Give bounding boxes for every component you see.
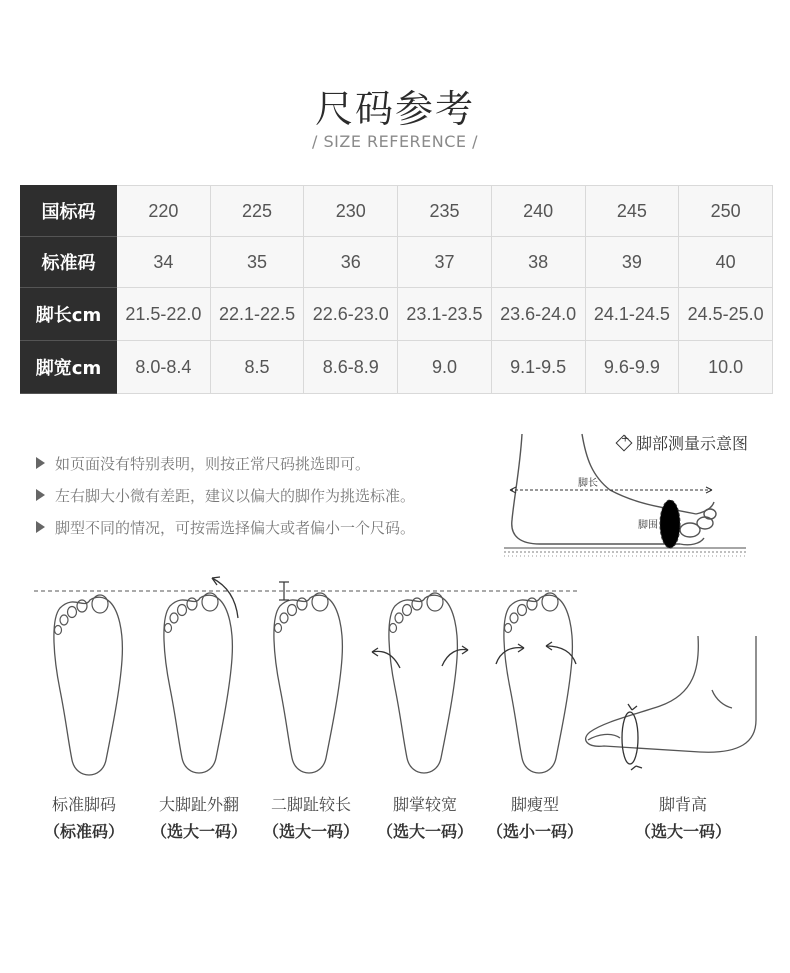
table-row bbox=[21, 186, 773, 237]
tip-text: 左右脚大小微有差距，建议以偏大的脚作为挑选标准。 bbox=[55, 486, 416, 505]
foot-type-narrow bbox=[480, 791, 590, 845]
length-label: 脚长 bbox=[578, 478, 598, 489]
table-cell: 37 bbox=[398, 237, 492, 288]
diagram-title-text: 脚部测量示意图 bbox=[636, 434, 749, 453]
tip-item bbox=[36, 483, 415, 507]
row-header: 国标码 bbox=[21, 186, 117, 237]
table-cell: 22.1-22.5 bbox=[210, 288, 304, 341]
foot-type-wide bbox=[370, 791, 480, 845]
table-cell: 24.5-25.0 bbox=[679, 288, 773, 341]
table-cell: 23.1-23.5 bbox=[398, 288, 492, 341]
table-cell: 39 bbox=[585, 237, 679, 288]
foot-type-name: 标准脚码 bbox=[51, 795, 116, 814]
foot-long-second-toe-icon bbox=[274, 593, 342, 773]
foot-type-advice: （选大一码） bbox=[376, 822, 473, 841]
foot-type-high-instep bbox=[628, 791, 738, 845]
foot-types-illustration bbox=[0, 560, 790, 790]
table-cell: 240 bbox=[491, 186, 585, 237]
table-cell: 36 bbox=[304, 237, 398, 288]
foot-standard-icon bbox=[54, 595, 122, 775]
triangle-bullet-icon bbox=[36, 489, 45, 501]
foot-type-advice: （选大一码） bbox=[634, 822, 731, 841]
tip-item bbox=[36, 515, 415, 539]
table-row bbox=[21, 288, 773, 341]
foot-type-name: 二脚趾较长 bbox=[270, 795, 351, 814]
foot-type-standard bbox=[29, 791, 139, 845]
table-row bbox=[21, 237, 773, 288]
table-cell: 34 bbox=[117, 237, 211, 288]
foot-type-name: 脚瘦型 bbox=[510, 795, 559, 814]
table-cell: 235 bbox=[398, 186, 492, 237]
table-cell: 23.6-24.0 bbox=[491, 288, 585, 341]
tip-text: 如页面没有特别表明，则按正常尺码挑选即可。 bbox=[55, 454, 371, 473]
size-table bbox=[20, 185, 773, 394]
row-header: 脚长cm bbox=[21, 288, 117, 341]
triangle-bullet-icon bbox=[36, 521, 45, 533]
foot-type-name: 脚掌较宽 bbox=[392, 795, 457, 814]
table-cell: 35 bbox=[210, 237, 304, 288]
tips-list bbox=[36, 451, 415, 547]
table-cell: 9.6-9.9 bbox=[585, 341, 679, 394]
foot-type-name: 脚背高 bbox=[658, 795, 707, 814]
table-cell: 220 bbox=[117, 186, 211, 237]
girth-label: 脚围 bbox=[638, 520, 658, 531]
row-header: 脚宽cm bbox=[21, 341, 117, 394]
table-cell: 8.0-8.4 bbox=[117, 341, 211, 394]
table-cell: 40 bbox=[679, 237, 773, 288]
foot-measurement-illustration bbox=[500, 428, 770, 568]
table-cell: 250 bbox=[679, 186, 773, 237]
foot-type-long-second-toe bbox=[256, 791, 366, 845]
table-cell: 22.6-23.0 bbox=[304, 288, 398, 341]
page-subtitle: / SIZE REFERENCE / bbox=[312, 132, 478, 151]
foot-wide-icon bbox=[389, 593, 457, 773]
row-header: 标准码 bbox=[21, 237, 117, 288]
foot-type-advice: （选大一码） bbox=[150, 822, 247, 841]
table-cell: 225 bbox=[210, 186, 304, 237]
tip-text: 脚型不同的情况，可按需选择偏大或者偏小一个尺码。 bbox=[55, 518, 416, 537]
foot-type-advice: （选小一码） bbox=[486, 822, 583, 841]
table-cell: 8.5 bbox=[210, 341, 304, 394]
foot-type-advice: （选大一码） bbox=[262, 822, 359, 841]
table-cell: 21.5-22.0 bbox=[117, 288, 211, 341]
foot-type-advice: （标准码） bbox=[43, 822, 124, 841]
table-cell: 24.1-24.5 bbox=[585, 288, 679, 341]
foot-bunion-icon bbox=[164, 593, 232, 773]
table-row bbox=[21, 341, 773, 394]
tip-item bbox=[36, 451, 415, 475]
page-title: 尺码参考 bbox=[314, 87, 475, 131]
triangle-bullet-icon bbox=[36, 457, 45, 469]
table-cell: 8.6-8.9 bbox=[304, 341, 398, 394]
table-cell: 245 bbox=[585, 186, 679, 237]
table-cell: 9.1-9.5 bbox=[491, 341, 585, 394]
table-cell: 9.0 bbox=[398, 341, 492, 394]
foot-narrow-icon bbox=[504, 593, 572, 773]
table-cell: 38 bbox=[491, 237, 585, 288]
table-cell: 10.0 bbox=[679, 341, 773, 394]
table-cell: 230 bbox=[304, 186, 398, 237]
foot-type-name: 大脚趾外翻 bbox=[158, 795, 239, 814]
foot-type-bunion bbox=[144, 791, 254, 845]
